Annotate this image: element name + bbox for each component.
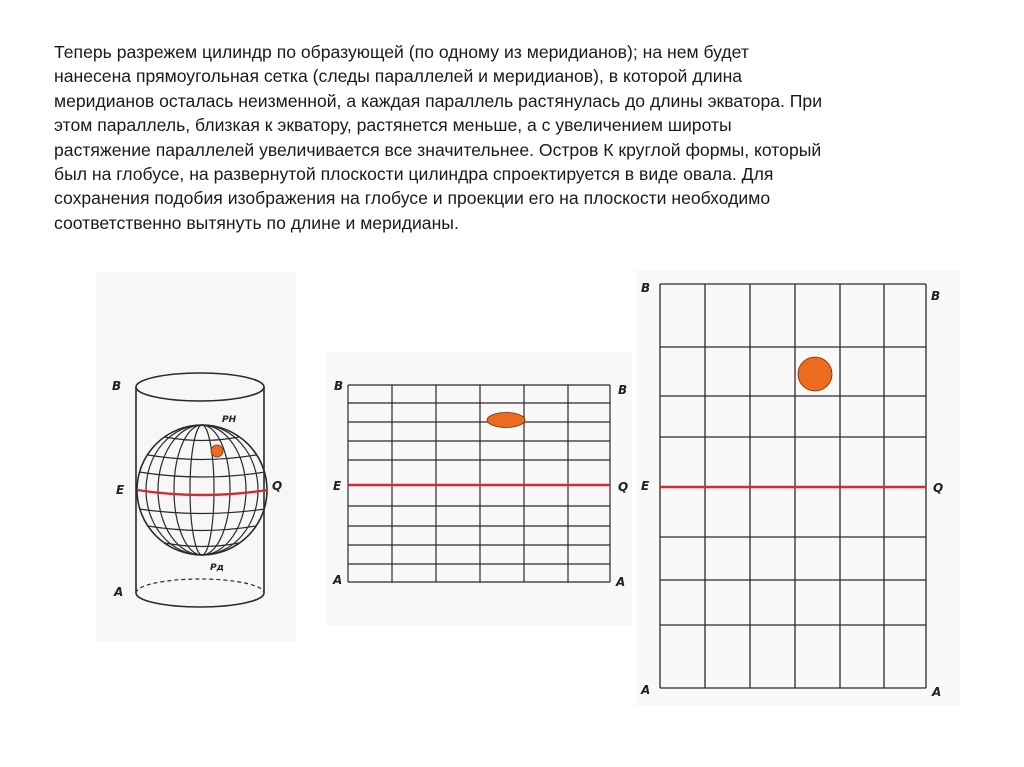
- globe-island: [211, 445, 223, 457]
- label-e: E: [333, 479, 342, 493]
- right-island-circle: [798, 357, 832, 391]
- label-b-right: B: [618, 383, 628, 397]
- label-a-left: A: [641, 683, 651, 697]
- text-line-8: соответственно вытянуть по длине и меридианы.: [54, 212, 459, 233]
- scan-background-middle: [326, 352, 632, 626]
- text-line-2: нанесена прямоугольная сетка (следы параллелей и меридианов), в которой длина: [54, 66, 743, 87]
- text-line-5: растяжение параллелей увеличивается все значительнее. Остров К круглой формы, который: [54, 139, 822, 160]
- label-b-right: B: [931, 289, 941, 303]
- label-a-right: A: [932, 685, 942, 699]
- label-q: Q: [272, 479, 283, 493]
- label-b: B: [112, 379, 122, 393]
- cylinder-figure: [96, 272, 296, 642]
- label-a: A: [114, 585, 124, 599]
- label-pole-north: PH: [222, 415, 237, 425]
- unrolled-grid-figure: [326, 352, 632, 626]
- label-pole-south: Pд: [210, 563, 224, 573]
- text-line-4: этом параллель, близкая к экватору, растянется меньше, а с увеличением широты: [54, 115, 732, 136]
- label-a-right: A: [616, 575, 626, 589]
- label-b-left: B: [334, 379, 344, 393]
- middle-island-oval: [487, 413, 525, 428]
- stretched-grid-figure: [636, 270, 960, 706]
- label-e: E: [116, 483, 125, 497]
- label-q: Q: [933, 481, 944, 495]
- text-line-7: сохранения подобия изображения на глобусе и проекции его на плоскости необходимо: [54, 188, 771, 209]
- text-line-6: был на глобусе, на развернутой плоскости цилиндра спроектируется в виде овала. Для: [54, 164, 774, 185]
- scan-background-left: [96, 272, 296, 642]
- label-e: E: [641, 479, 650, 493]
- text-line-3: меридианов осталась неизменной, а каждая параллель растянулась до длины экватора. При: [54, 90, 823, 111]
- text-line-1: Теперь разрежем цилиндр по образующей (по одному из меридианов); на нем будет: [54, 42, 749, 62]
- label-a-left: A: [333, 573, 343, 587]
- label-b-left: B: [641, 281, 651, 295]
- label-q: Q: [618, 480, 629, 494]
